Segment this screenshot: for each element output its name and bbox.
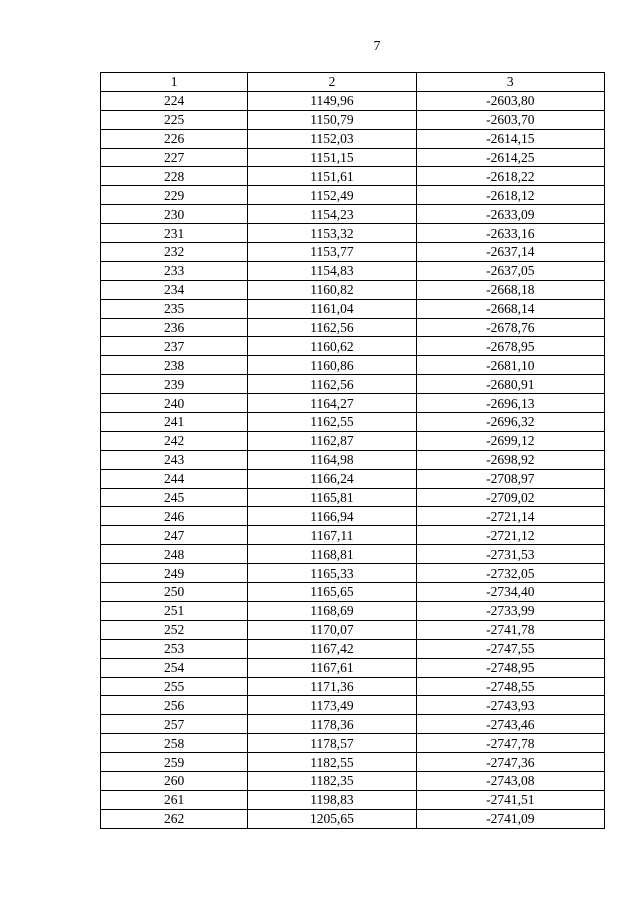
page-number: 7 xyxy=(373,39,381,54)
x-coordinate-cell: 1162,56 xyxy=(248,375,416,394)
table-row xyxy=(101,261,605,280)
table-row xyxy=(101,110,605,129)
header-cell-2: 2 xyxy=(248,73,416,92)
table-row xyxy=(101,129,605,148)
x-coordinate-cell: 1173,49 xyxy=(248,696,416,715)
y-coordinate-cell: -2741,09 xyxy=(416,809,604,828)
x-coordinate-cell: 1168,81 xyxy=(248,545,416,564)
point-number-cell: 259 xyxy=(101,753,248,772)
x-coordinate-cell: 1151,61 xyxy=(248,167,416,186)
point-number-cell: 238 xyxy=(101,356,248,375)
x-coordinate-cell: 1166,24 xyxy=(248,469,416,488)
table-row xyxy=(101,356,605,375)
point-number-cell: 224 xyxy=(101,91,248,110)
table-row xyxy=(101,601,605,620)
point-number-cell: 227 xyxy=(101,148,248,167)
table-row xyxy=(101,526,605,545)
x-coordinate-cell: 1170,07 xyxy=(248,620,416,639)
x-coordinate-cell: 1152,03 xyxy=(248,129,416,148)
x-coordinate-cell: 1160,62 xyxy=(248,337,416,356)
point-number-cell: 229 xyxy=(101,186,248,205)
table-row xyxy=(101,790,605,809)
x-coordinate-cell: 1198,83 xyxy=(248,790,416,809)
table-row xyxy=(101,658,605,677)
x-coordinate-cell: 1167,42 xyxy=(248,639,416,658)
point-number-cell: 253 xyxy=(101,639,248,658)
point-number-cell: 260 xyxy=(101,771,248,790)
point-number-cell: 234 xyxy=(101,280,248,299)
table-row xyxy=(101,753,605,772)
table-row xyxy=(101,280,605,299)
x-coordinate-cell: 1151,15 xyxy=(248,148,416,167)
table-row xyxy=(101,639,605,658)
y-coordinate-cell: -2734,40 xyxy=(416,583,604,602)
table-row xyxy=(101,469,605,488)
y-coordinate-cell: -2741,51 xyxy=(416,790,604,809)
y-coordinate-cell: -2637,14 xyxy=(416,243,604,262)
y-coordinate-cell: -2614,15 xyxy=(416,129,604,148)
point-number-cell: 231 xyxy=(101,224,248,243)
coordinates-table xyxy=(100,72,605,829)
x-coordinate-cell: 1149,96 xyxy=(248,91,416,110)
point-number-cell: 252 xyxy=(101,620,248,639)
table-row xyxy=(101,375,605,394)
point-number-cell: 250 xyxy=(101,583,248,602)
table-row xyxy=(101,167,605,186)
table-row xyxy=(101,583,605,602)
y-coordinate-cell: -2743,46 xyxy=(416,715,604,734)
table-row xyxy=(101,205,605,224)
y-coordinate-cell: -2733,99 xyxy=(416,601,604,620)
table-row xyxy=(101,337,605,356)
table-row xyxy=(101,771,605,790)
x-coordinate-cell: 1165,81 xyxy=(248,488,416,507)
y-coordinate-cell: -2678,76 xyxy=(416,318,604,337)
x-coordinate-cell: 1162,56 xyxy=(248,318,416,337)
x-coordinate-cell: 1166,94 xyxy=(248,507,416,526)
y-coordinate-cell: -2747,78 xyxy=(416,734,604,753)
x-coordinate-cell: 1205,65 xyxy=(248,809,416,828)
table-row xyxy=(101,715,605,734)
point-number-cell: 236 xyxy=(101,318,248,337)
point-number-cell: 249 xyxy=(101,564,248,583)
x-coordinate-cell: 1182,55 xyxy=(248,753,416,772)
table-body xyxy=(101,73,605,829)
y-coordinate-cell: -2721,14 xyxy=(416,507,604,526)
point-number-cell: 261 xyxy=(101,790,248,809)
y-coordinate-cell: -2748,95 xyxy=(416,658,604,677)
x-coordinate-cell: 1168,69 xyxy=(248,601,416,620)
header-cell-3: 3 xyxy=(416,73,604,92)
x-coordinate-cell: 1178,36 xyxy=(248,715,416,734)
y-coordinate-cell: -2633,16 xyxy=(416,224,604,243)
y-coordinate-cell: -2721,12 xyxy=(416,526,604,545)
point-number-cell: 247 xyxy=(101,526,248,545)
point-number-cell: 226 xyxy=(101,129,248,148)
point-number-cell: 243 xyxy=(101,450,248,469)
point-number-cell: 262 xyxy=(101,809,248,828)
y-coordinate-cell: -2680,91 xyxy=(416,375,604,394)
y-coordinate-cell: -2698,92 xyxy=(416,450,604,469)
x-coordinate-cell: 1171,36 xyxy=(248,677,416,696)
y-coordinate-cell: -2748,55 xyxy=(416,677,604,696)
point-number-cell: 245 xyxy=(101,488,248,507)
table-row xyxy=(101,394,605,413)
x-coordinate-cell: 1182,35 xyxy=(248,771,416,790)
y-coordinate-cell: -2747,55 xyxy=(416,639,604,658)
table-row xyxy=(101,734,605,753)
y-coordinate-cell: -2743,08 xyxy=(416,771,604,790)
point-number-cell: 241 xyxy=(101,413,248,432)
x-coordinate-cell: 1165,33 xyxy=(248,564,416,583)
x-coordinate-cell: 1167,61 xyxy=(248,658,416,677)
y-coordinate-cell: -2709,02 xyxy=(416,488,604,507)
point-number-cell: 225 xyxy=(101,110,248,129)
table-row xyxy=(101,507,605,526)
y-coordinate-cell: -2696,32 xyxy=(416,413,604,432)
y-coordinate-cell: -2614,25 xyxy=(416,148,604,167)
table-row xyxy=(101,243,605,262)
table-row xyxy=(101,413,605,432)
point-number-cell: 242 xyxy=(101,431,248,450)
x-coordinate-cell: 1164,98 xyxy=(248,450,416,469)
x-coordinate-cell: 1162,87 xyxy=(248,431,416,450)
y-coordinate-cell: -2618,12 xyxy=(416,186,604,205)
point-number-cell: 232 xyxy=(101,243,248,262)
y-coordinate-cell: -2668,18 xyxy=(416,280,604,299)
table-row xyxy=(101,224,605,243)
x-coordinate-cell: 1165,65 xyxy=(248,583,416,602)
header-cell-1: 1 xyxy=(101,73,248,92)
table-row xyxy=(101,809,605,828)
point-number-cell: 248 xyxy=(101,545,248,564)
y-coordinate-cell: -2699,12 xyxy=(416,431,604,450)
point-number-cell: 235 xyxy=(101,299,248,318)
x-coordinate-cell: 1160,86 xyxy=(248,356,416,375)
y-coordinate-cell: -2732,05 xyxy=(416,564,604,583)
x-coordinate-cell: 1153,32 xyxy=(248,224,416,243)
y-coordinate-cell: -2681,10 xyxy=(416,356,604,375)
x-coordinate-cell: 1164,27 xyxy=(248,394,416,413)
x-coordinate-cell: 1161,04 xyxy=(248,299,416,318)
table-row xyxy=(101,488,605,507)
point-number-cell: 258 xyxy=(101,734,248,753)
point-number-cell: 255 xyxy=(101,677,248,696)
point-number-cell: 256 xyxy=(101,696,248,715)
y-coordinate-cell: -2637,05 xyxy=(416,261,604,280)
x-coordinate-cell: 1167,11 xyxy=(248,526,416,545)
y-coordinate-cell: -2633,09 xyxy=(416,205,604,224)
table-row xyxy=(101,299,605,318)
y-coordinate-cell: -2678,95 xyxy=(416,337,604,356)
point-number-cell: 244 xyxy=(101,469,248,488)
x-coordinate-cell: 1154,83 xyxy=(248,261,416,280)
x-coordinate-cell: 1154,23 xyxy=(248,205,416,224)
point-number-cell: 230 xyxy=(101,205,248,224)
x-coordinate-cell: 1160,82 xyxy=(248,280,416,299)
y-coordinate-cell: -2708,97 xyxy=(416,469,604,488)
y-coordinate-cell: -2743,93 xyxy=(416,696,604,715)
table-row xyxy=(101,318,605,337)
table-row xyxy=(101,677,605,696)
y-coordinate-cell: -2603,70 xyxy=(416,110,604,129)
table-row xyxy=(101,620,605,639)
point-number-cell: 251 xyxy=(101,601,248,620)
x-coordinate-cell: 1162,55 xyxy=(248,413,416,432)
y-coordinate-cell: -2747,36 xyxy=(416,753,604,772)
x-coordinate-cell: 1152,49 xyxy=(248,186,416,205)
table-row xyxy=(101,431,605,450)
point-number-cell: 240 xyxy=(101,394,248,413)
table-row xyxy=(101,545,605,564)
y-coordinate-cell: -2696,13 xyxy=(416,394,604,413)
y-coordinate-cell: -2741,78 xyxy=(416,620,604,639)
y-coordinate-cell: -2603,80 xyxy=(416,91,604,110)
y-coordinate-cell: -2731,53 xyxy=(416,545,604,564)
x-coordinate-cell: 1150,79 xyxy=(248,110,416,129)
point-number-cell: 228 xyxy=(101,167,248,186)
point-number-cell: 233 xyxy=(101,261,248,280)
table-row xyxy=(101,148,605,167)
table-row xyxy=(101,564,605,583)
y-coordinate-cell: -2618,22 xyxy=(416,167,604,186)
point-number-cell: 237 xyxy=(101,337,248,356)
point-number-cell: 254 xyxy=(101,658,248,677)
table-row xyxy=(101,450,605,469)
table-row xyxy=(101,91,605,110)
x-coordinate-cell: 1178,57 xyxy=(248,734,416,753)
point-number-cell: 246 xyxy=(101,507,248,526)
table-row xyxy=(101,696,605,715)
point-number-cell: 239 xyxy=(101,375,248,394)
y-coordinate-cell: -2668,14 xyxy=(416,299,604,318)
point-number-cell: 257 xyxy=(101,715,248,734)
x-coordinate-cell: 1153,77 xyxy=(248,243,416,262)
table-row xyxy=(101,186,605,205)
table-header-row xyxy=(101,73,605,92)
